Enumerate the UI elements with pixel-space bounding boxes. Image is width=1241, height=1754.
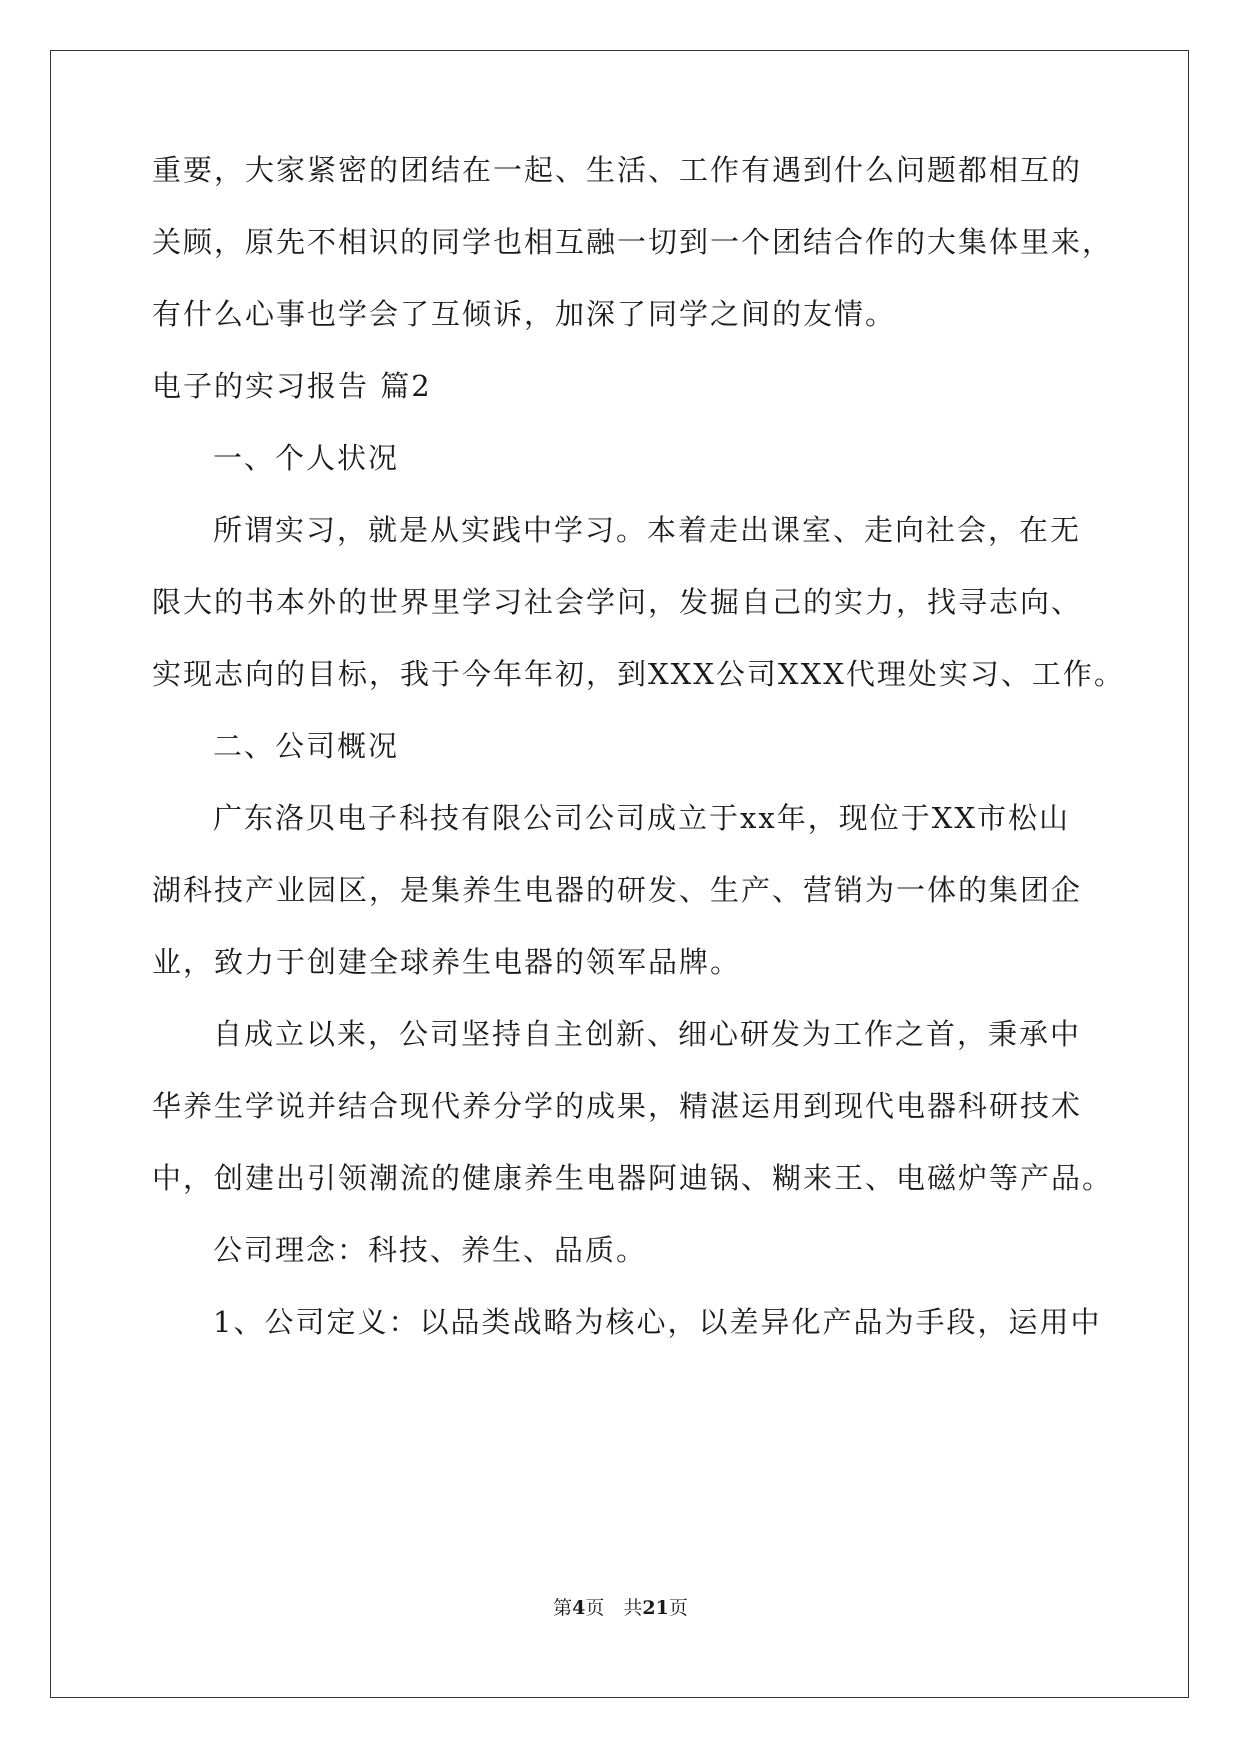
paragraph-line: 湖科技产业园区，是集养生电器的研发、生产、营销为一体的集团企 xyxy=(152,873,1083,907)
page-number: 4 xyxy=(572,1597,586,1619)
subsection-heading: 二、公司概况 xyxy=(213,729,400,763)
footer-prefix: 第 xyxy=(553,1597,573,1619)
paragraph-line: 重要，大家紧密的团结在一起、生活、工作有遇到什么问题都相互的 xyxy=(152,153,1083,187)
footer-middle: 页 共 xyxy=(585,1597,643,1619)
paragraph-line: 1、公司定义：以品类战略为核心，以差异化产品为手段，运用中 xyxy=(213,1305,1102,1339)
footer-suffix: 页 xyxy=(668,1597,688,1619)
paragraph-line: 华养生学说并结合现代养分学的成果，精湛运用到现代电器科研技术 xyxy=(152,1089,1083,1123)
paragraph-line: 有什么心事也学会了互倾诉，加深了同学之间的友情。 xyxy=(152,297,897,331)
paragraph-line: 中，创建出引领潮流的健康养生电器阿迪锅、糊来王、电磁炉等产品。 xyxy=(152,1161,1114,1195)
paragraph-line: 关顾，原先不相识的同学也相互融一切到一个团结合作的大集体里来， xyxy=(152,225,1114,259)
paragraph-line: 公司理念：科技、养生、品质。 xyxy=(213,1233,648,1267)
paragraph-line: 广东洛贝电子科技有限公司公司成立于xx年，现位于XX市松山 xyxy=(213,801,1071,835)
page-total: 21 xyxy=(642,1597,669,1619)
subsection-heading: 一、个人状况 xyxy=(213,441,400,475)
section-heading: 电子的实习报告 篇2 xyxy=(152,369,432,403)
paragraph-line: 所谓实习，就是从实践中学习。本着走出课室、走向社会，在无 xyxy=(213,513,1082,547)
paragraph-line: 业，致力于创建全球养生电器的领军品牌。 xyxy=(152,945,742,979)
page-footer xyxy=(0,1596,1241,1620)
paragraph-line: 实现志向的目标，我于今年年初，到XXX公司XXX代理处实习、工作。 xyxy=(152,657,1125,691)
paragraph-line: 自成立以来，公司坚持自主创新、细心研发为工作之首，秉承中 xyxy=(213,1017,1082,1051)
paragraph-line: 限大的书本外的世界里学习社会学问，发掘自己的实力，找寻志向、 xyxy=(152,585,1083,619)
